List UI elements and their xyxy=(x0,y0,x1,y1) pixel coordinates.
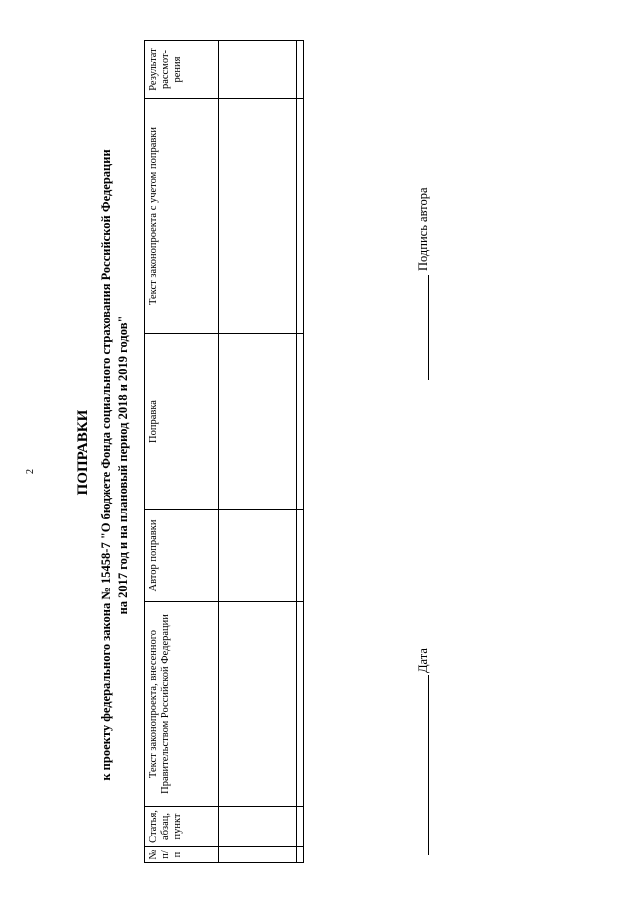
header-author: Автор поправки xyxy=(145,510,219,602)
table-cell xyxy=(297,510,304,602)
table-cell xyxy=(219,807,297,847)
amendments-table xyxy=(144,40,304,863)
table-cell xyxy=(297,602,304,807)
page-number: 2 xyxy=(25,469,36,474)
document-title: ПОПРАВКИ xyxy=(75,409,91,496)
table-header-row xyxy=(145,41,219,863)
table-cell xyxy=(219,602,297,807)
table-row xyxy=(297,41,304,863)
header-result: Результат рассмот-рения xyxy=(145,41,219,99)
date-label: Дата xyxy=(416,648,430,673)
author-signature-label: Подпись автора xyxy=(416,187,430,271)
table-cell xyxy=(219,334,297,510)
header-article: Статья, абзац, пункт xyxy=(145,807,219,847)
table-cell xyxy=(297,334,304,510)
table-cell xyxy=(297,99,304,334)
document-subtitle-line1: к проекту федерального закона № 15458-7 "О бюджете Фонда социального страхования Российской Федерации xyxy=(99,149,113,781)
header-number: № п/п xyxy=(145,847,219,863)
table-cell xyxy=(297,807,304,847)
table-cell xyxy=(297,847,304,863)
table-cell xyxy=(219,99,297,334)
table-cell xyxy=(219,510,297,602)
date-signature-line xyxy=(428,675,429,855)
author-signature-line xyxy=(428,275,429,380)
document-subtitle-line2: на 2017 год и на плановый период 2018 и 2019 годов" xyxy=(116,315,130,615)
header-amendment: Поправка xyxy=(145,334,219,510)
header-amended-text: Текст законопроекта с учетом поправки xyxy=(145,99,219,334)
table-cell xyxy=(219,847,297,863)
table-row xyxy=(219,41,297,863)
table-cell xyxy=(219,41,297,99)
header-original-text: Текст законопроекта, внесенного Правительством Российской Федерации xyxy=(145,602,219,807)
table-cell xyxy=(297,41,304,99)
